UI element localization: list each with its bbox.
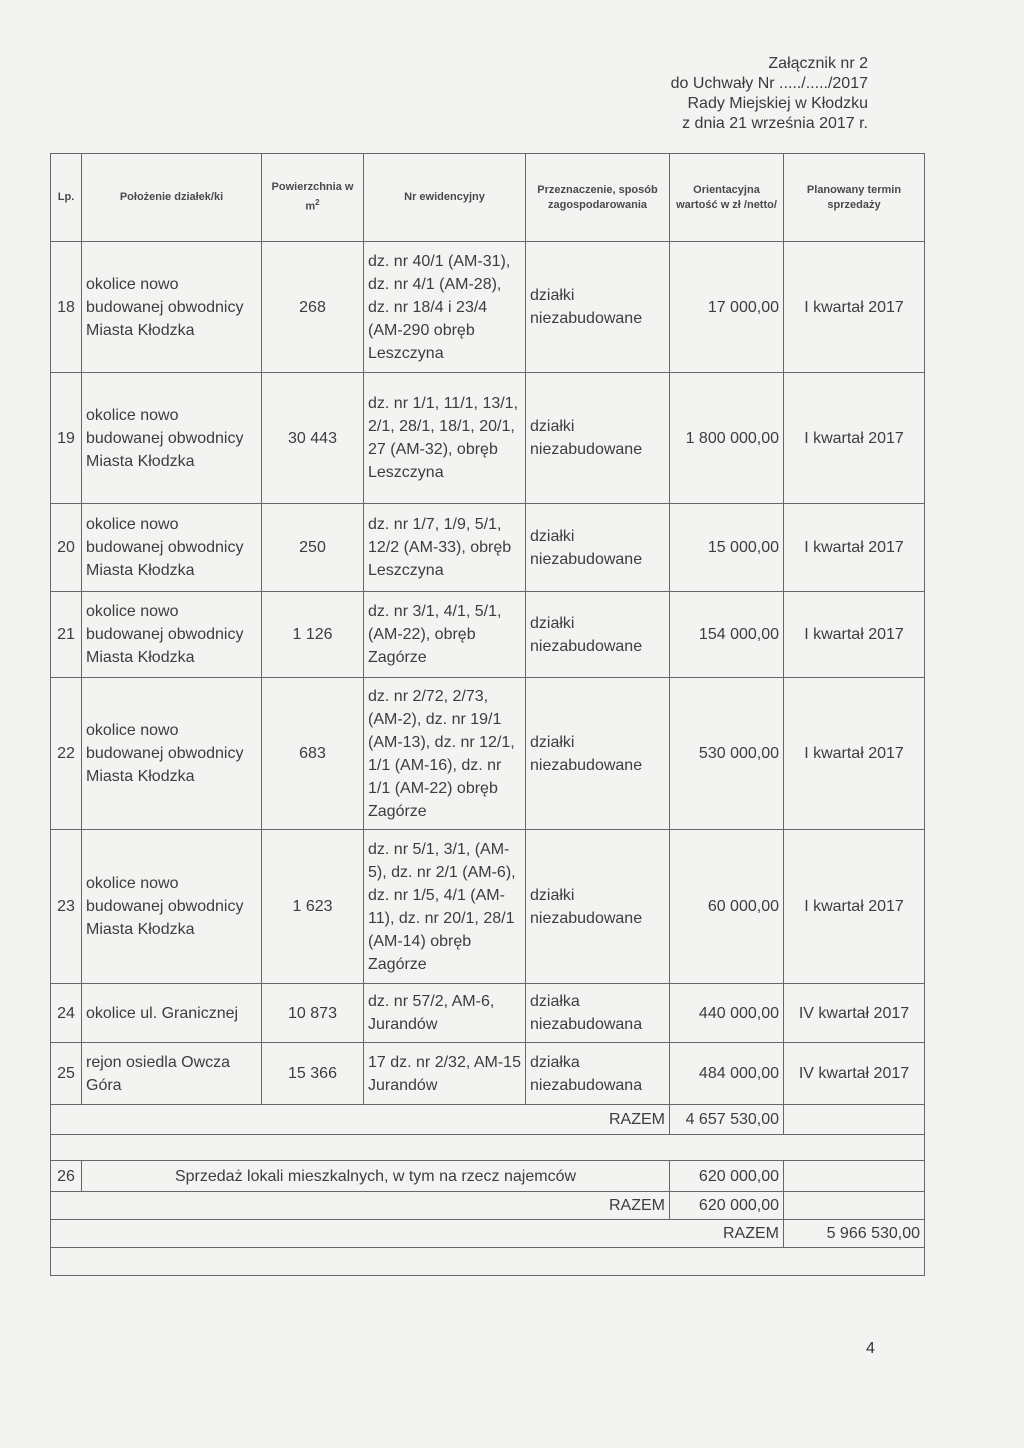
cell-area: 10 873 bbox=[262, 984, 364, 1043]
header-line-4: z dnia 21 września 2017 r. bbox=[682, 115, 868, 132]
cell-term: I kwartał 2017 bbox=[784, 678, 925, 830]
cell-purpose: działka niezabudowana bbox=[526, 1043, 670, 1105]
cell-location: okolice nowo budowanej obwodnicy Miasta Kłodzka bbox=[82, 242, 262, 373]
col-header-lp: Lp. bbox=[51, 154, 82, 242]
cell-reg-no: 17 dz. nr 2/32, AM-15 Jurandów bbox=[364, 1043, 526, 1105]
cell-area: 268 bbox=[262, 242, 364, 373]
cell-lp: 21 bbox=[51, 592, 82, 678]
total-1-value: 4 657 530,00 bbox=[670, 1105, 784, 1135]
cell-purpose: działki niezabudowane bbox=[526, 242, 670, 373]
cell-location: okolice nowo budowanej obwodnicy Miasta Kłodzka bbox=[82, 504, 262, 592]
cell-value: 15 000,00 bbox=[670, 504, 784, 592]
cell-value: 1 800 000,00 bbox=[670, 373, 784, 504]
cell-value: 484 000,00 bbox=[670, 1043, 784, 1105]
cell-lp: 20 bbox=[51, 504, 82, 592]
cell-lp: 23 bbox=[51, 830, 82, 984]
total-row-1 bbox=[51, 1105, 925, 1135]
table-row bbox=[51, 373, 925, 504]
cell-lp: 19 bbox=[51, 373, 82, 504]
plots-table bbox=[50, 153, 925, 1276]
cell-lp: 18 bbox=[51, 242, 82, 373]
cell-value: 530 000,00 bbox=[670, 678, 784, 830]
cell-reg-no: dz. nr 5/1, 3/1, (AM-5), dz. nr 2/1 (AM-6), dz. nr 1/5, 4/1 (AM-11), dz. nr 20/1, 28/1 (AM-14) obręb Zagórze bbox=[364, 830, 526, 984]
cell-area: 683 bbox=[262, 678, 364, 830]
spacer-cell bbox=[51, 1135, 925, 1161]
cell-reg-no: dz. nr 40/1 (AM-31), dz. nr 4/1 (AM-28), dz. nr 18/4 i 23/4 (AM-290 obręb Leszczyna bbox=[364, 242, 526, 373]
cell-term: I kwartał 2017 bbox=[784, 504, 925, 592]
cell-location: okolice nowo budowanej obwodnicy Miasta Kłodzka bbox=[82, 830, 262, 984]
page-number: 4 bbox=[866, 1340, 875, 1357]
row-26-empty bbox=[784, 1161, 925, 1192]
cell-purpose: działki niezabudowane bbox=[526, 592, 670, 678]
document-header bbox=[671, 54, 868, 134]
trailing-row bbox=[51, 1248, 925, 1276]
table-row bbox=[51, 1043, 925, 1105]
total-1-empty bbox=[784, 1105, 925, 1135]
col-header-area-sup: 2 bbox=[315, 198, 320, 208]
cell-purpose: działki niezabudowane bbox=[526, 504, 670, 592]
cell-value: 440 000,00 bbox=[670, 984, 784, 1043]
cell-area: 15 366 bbox=[262, 1043, 364, 1105]
cell-value: 60 000,00 bbox=[670, 830, 784, 984]
col-header-value: Orientacyjna wartość w zł /netto/ bbox=[670, 154, 784, 242]
cell-value: 154 000,00 bbox=[670, 592, 784, 678]
cell-lp: 25 bbox=[51, 1043, 82, 1105]
table-header-row bbox=[51, 154, 925, 242]
cell-term: I kwartał 2017 bbox=[784, 373, 925, 504]
col-header-location: Położenie działek/ki bbox=[82, 154, 262, 242]
header-line-3: Rady Miejskiej w Kłodzku bbox=[687, 95, 868, 112]
cell-reg-no: dz. nr 1/1, 11/1, 13/1, 2/1, 28/1, 18/1, 20/1, 27 (AM-32), obręb Leszczyna bbox=[364, 373, 526, 504]
cell-reg-no: dz. nr 57/2, AM-6, Jurandów bbox=[364, 984, 526, 1043]
table-row bbox=[51, 984, 925, 1043]
col-header-area-text: Powierzchnia w m bbox=[271, 181, 354, 213]
total-2-label: RAZEM bbox=[51, 1192, 670, 1220]
total-2-value: 620 000,00 bbox=[670, 1192, 784, 1220]
cell-value: 17 000,00 bbox=[670, 242, 784, 373]
cell-area: 1 126 bbox=[262, 592, 364, 678]
cell-location: okolice nowo budowanej obwodnicy Miasta Kłodzka bbox=[82, 373, 262, 504]
cell-lp: 24 bbox=[51, 984, 82, 1043]
cell-location: okolice nowo budowanej obwodnicy Miasta Kłodzka bbox=[82, 678, 262, 830]
cell-purpose: działka niezabudowana bbox=[526, 984, 670, 1043]
row-26-value: 620 000,00 bbox=[670, 1161, 784, 1192]
spacer-row bbox=[51, 1135, 925, 1161]
cell-location: okolice nowo budowanej obwodnicy Miasta Kłodzka bbox=[82, 592, 262, 678]
cell-purpose: działki niezabudowane bbox=[526, 373, 670, 504]
total-row-3 bbox=[51, 1220, 925, 1248]
col-header-reg-no: Nr ewidencyjny bbox=[364, 154, 526, 242]
table-row bbox=[51, 678, 925, 830]
cell-term: I kwartał 2017 bbox=[784, 242, 925, 373]
cell-term: I kwartał 2017 bbox=[784, 830, 925, 984]
total-row-2 bbox=[51, 1192, 925, 1220]
row-26-lp: 26 bbox=[51, 1161, 82, 1192]
cell-lp: 22 bbox=[51, 678, 82, 830]
cell-area: 30 443 bbox=[262, 373, 364, 504]
table-row bbox=[51, 504, 925, 592]
cell-reg-no: dz. nr 2/72, 2/73, (AM-2), dz. nr 19/1 (AM-13), dz. nr 12/1, 1/1 (AM-16), dz. nr 1/1 (AM-22) obręb Zagórze bbox=[364, 678, 526, 830]
cell-area: 1 623 bbox=[262, 830, 364, 984]
cell-location: rejon osiedla Owcza Góra bbox=[82, 1043, 262, 1105]
cell-term: I kwartał 2017 bbox=[784, 592, 925, 678]
row-26 bbox=[51, 1161, 925, 1192]
total-2-empty bbox=[784, 1192, 925, 1220]
total-1-label: RAZEM bbox=[51, 1105, 670, 1135]
cell-area: 250 bbox=[262, 504, 364, 592]
col-header-term: Planowany termin sprzedaży bbox=[784, 154, 925, 242]
total-3-label: RAZEM bbox=[51, 1220, 784, 1248]
cell-reg-no: dz. nr 1/7, 1/9, 5/1, 12/2 (AM-33), obręb Leszczyna bbox=[364, 504, 526, 592]
cell-purpose: działki niezabudowane bbox=[526, 830, 670, 984]
cell-reg-no: dz. nr 3/1, 4/1, 5/1, (AM-22), obręb Zagórze bbox=[364, 592, 526, 678]
table-row bbox=[51, 592, 925, 678]
cell-location: okolice ul. Granicznej bbox=[82, 984, 262, 1043]
header-line-1: Załącznik nr 2 bbox=[768, 55, 868, 72]
trailing-cell bbox=[51, 1248, 925, 1276]
row-26-description: Sprzedaż lokali mieszkalnych, w tym na rzecz najemców bbox=[82, 1161, 670, 1192]
col-header-area bbox=[262, 154, 364, 242]
col-header-purpose: Przeznaczenie, sposób zagospodarowania bbox=[526, 154, 670, 242]
table-row bbox=[51, 830, 925, 984]
cell-purpose: działki niezabudowane bbox=[526, 678, 670, 830]
cell-term: IV kwartał 2017 bbox=[784, 1043, 925, 1105]
header-line-2: do Uchwały Nr ...../...../2017 bbox=[670, 75, 868, 92]
total-3-value: 5 966 530,00 bbox=[784, 1220, 925, 1248]
cell-term: IV kwartał 2017 bbox=[784, 984, 925, 1043]
table-row bbox=[51, 242, 925, 373]
